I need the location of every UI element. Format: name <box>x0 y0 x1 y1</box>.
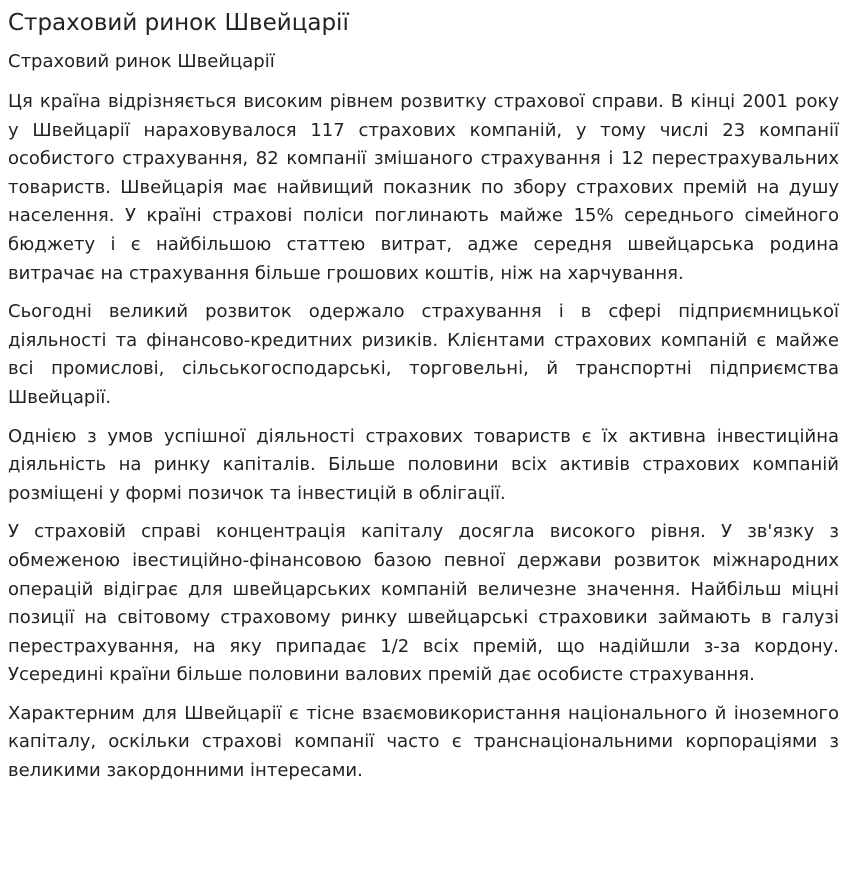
page-title: Страховий ринок Швейцарії <box>8 10 349 36</box>
paragraph-2: Сьогодні великий розвиток одержало страхування і в сфері підприємницької діяльності та фінансово-кредитних ризиків. Клієнтами страхових компаній є майже всі промислові, сільськогосподарські, торговельні, й транспортні підприємства Швейцарії. <box>8 301 839 408</box>
page-subtitle: Страховий ринок Швейцарії <box>8 51 275 72</box>
paragraph-1: Ця країна відрізняється високим рівнем розвитку страхової справи. В кінці 2001 року у Швейцарії нараховувалося 117 страхових компаній, у тому числі 23 компанії особистого страхування, 82 компанії змішаного страхування і 12 перестрахувальних товариств. Швейцарія має найвищий показник по збору страхових премій на душу населення. У країні страхові поліси поглинають майже 15% середнього сімейного бюджету і є найбільшою статтею витрат, адже середня швейцарська родина витрачає на страхування більше грошових коштів, ніж на харчування. <box>8 91 839 284</box>
paragraph-4: У страховій справі концентрація капіталу досягла високого рівня. У зв'язку з обмеженою івестиційно-фінансовою базою певної держави розвиток міжнародних операцій відіграє для швейцарських компаній величезне значення. Найбільш міцні позиції на світовому страховому ринку швейцарські страховики займають в галузі перестрахування, на яку припадає 1/2 всіх премій, що надійшли з-за кордону. Усередині країни більше половини валових премій дає особисте страхування. <box>8 521 839 686</box>
paragraph-5: Характерним для Швейцарії є тісне взаємовикористання національного й іноземного капіталу, оскільки страхові компанії часто є транснаціональними корпораціями з великими закордонними інтересами. <box>8 702 839 782</box>
paragraph-3: Однією з умов успішної діяльності страхових товариств є їх активна інвестиційна діяльність на ринку капіталів. Більше половини всіх активів страхових компаній розміщені у формі позичок та інвестицій в облігації. <box>8 425 839 504</box>
